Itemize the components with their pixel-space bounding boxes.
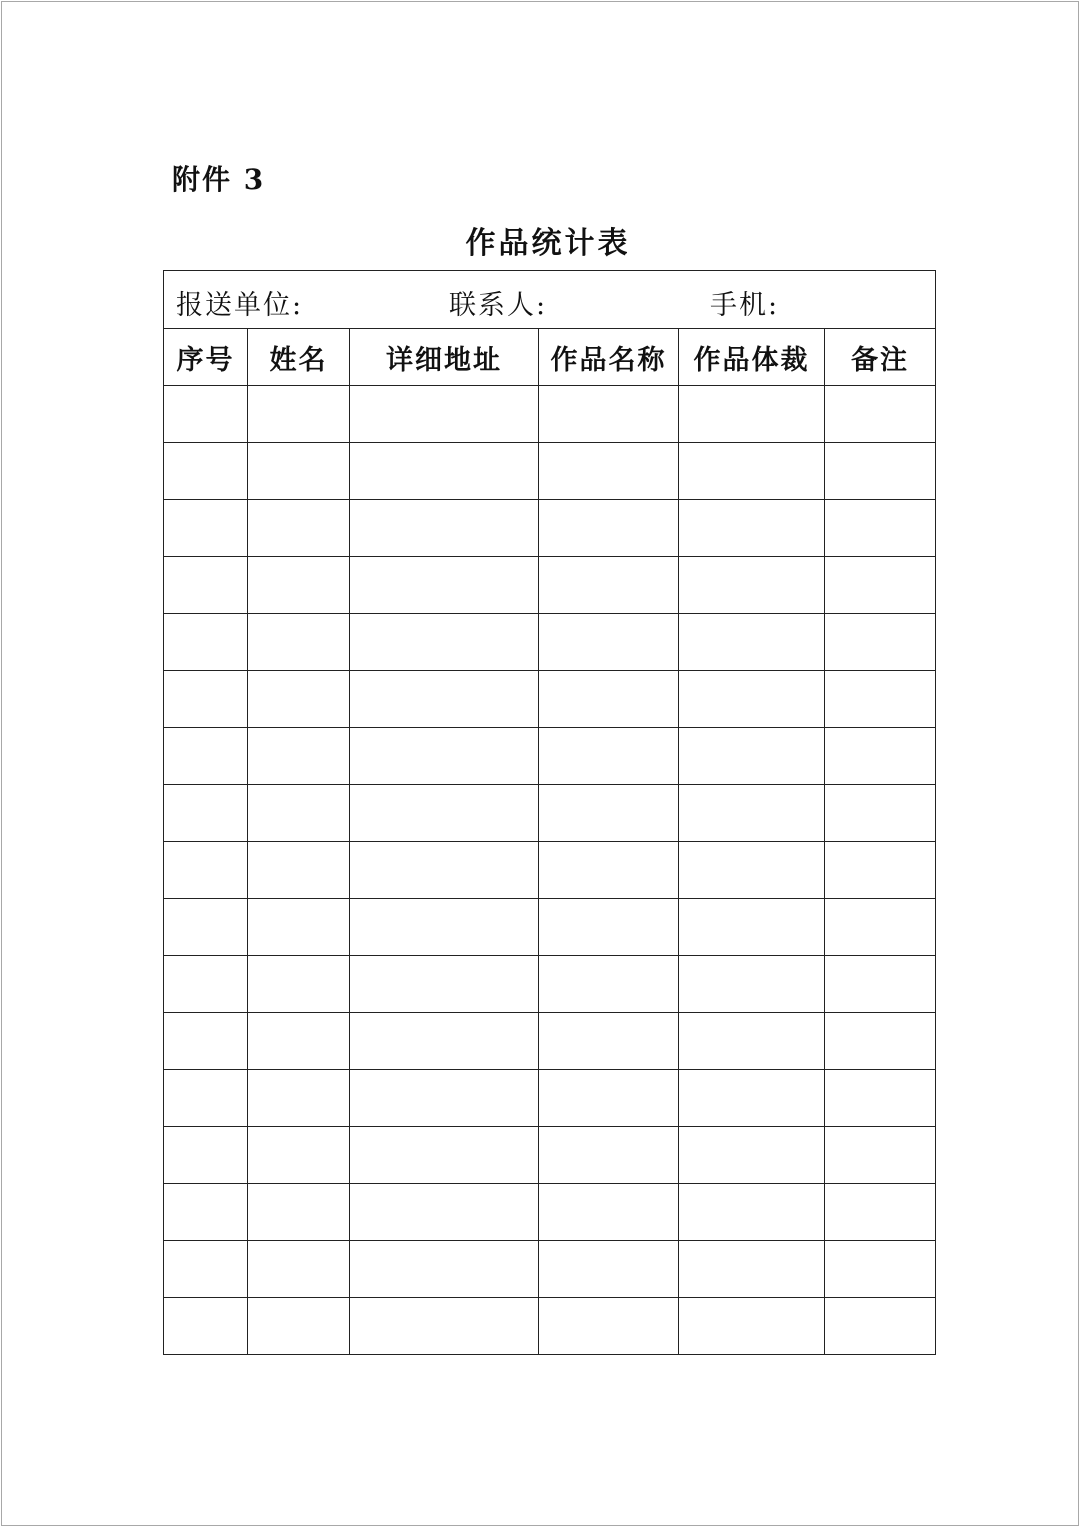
table-cell[interactable] [248,671,350,728]
table-cell[interactable] [825,1013,936,1070]
table-cell[interactable] [350,500,539,557]
name-header: 姓名 [248,329,350,386]
table-cell[interactable] [350,386,539,443]
table-cell[interactable] [539,1013,679,1070]
table-cell[interactable] [248,500,350,557]
table-cell[interactable] [679,728,825,785]
table-row [164,671,936,728]
table-cell[interactable] [679,1298,825,1355]
table-cell[interactable] [248,1070,350,1127]
table-cell[interactable] [539,500,679,557]
table-cell[interactable] [248,386,350,443]
table-cell[interactable] [825,557,936,614]
table-cell[interactable] [164,500,248,557]
work-title-header: 作品名称 [539,329,679,386]
table-cell[interactable] [350,1013,539,1070]
table-cell[interactable] [164,1184,248,1241]
table-row [164,785,936,842]
table-cell[interactable] [164,956,248,1013]
table-row [164,842,936,899]
table-cell[interactable] [679,386,825,443]
table-cell[interactable] [539,1127,679,1184]
table-cell[interactable] [248,956,350,1013]
table-cell[interactable] [539,728,679,785]
table-row [164,1127,936,1184]
address-header: 详细地址 [350,329,539,386]
table-cell[interactable] [539,1184,679,1241]
table-cell[interactable] [350,1127,539,1184]
table-cell[interactable] [350,842,539,899]
table-cell[interactable] [164,1241,248,1298]
table-cell[interactable] [350,614,539,671]
table-cell[interactable] [825,443,936,500]
table-cell[interactable] [164,899,248,956]
table-cell[interactable] [539,1241,679,1298]
table-cell[interactable] [679,1241,825,1298]
table-cell[interactable] [679,785,825,842]
table-cell[interactable] [825,1070,936,1127]
table-cell[interactable] [825,899,936,956]
table-cell[interactable] [248,614,350,671]
table-cell[interactable] [164,842,248,899]
work-genre-header: 作品体裁 [679,329,825,386]
table-cell[interactable] [350,1184,539,1241]
table-cell[interactable] [539,443,679,500]
table-cell[interactable] [679,842,825,899]
info-cell [164,271,936,329]
table-row [164,1013,936,1070]
table-cell[interactable] [164,728,248,785]
table-cell[interactable] [164,1127,248,1184]
table-cell[interactable] [350,956,539,1013]
table-row [164,1241,936,1298]
table-cell[interactable] [248,1298,350,1355]
table-cell[interactable] [679,443,825,500]
table-row [164,1184,936,1241]
contact-person-label: 联系人: [449,290,548,321]
table-cell[interactable] [164,671,248,728]
table-cell[interactable] [539,557,679,614]
table-cell[interactable] [825,956,936,1013]
mobile-phone-label: 手机: [710,290,780,321]
table-cell[interactable] [539,1070,679,1127]
table-cell[interactable] [825,1298,936,1355]
table-row [164,1298,936,1355]
table-cell[interactable] [248,557,350,614]
header-row [164,329,936,386]
table-cell[interactable] [248,443,350,500]
table-cell[interactable] [825,728,936,785]
table-cell[interactable] [164,557,248,614]
table-cell[interactable] [679,1127,825,1184]
table-cell[interactable] [164,614,248,671]
table-cell[interactable] [679,557,825,614]
table-row [164,557,936,614]
table-cell[interactable] [164,443,248,500]
table-cell[interactable] [679,671,825,728]
table-cell[interactable] [248,1013,350,1070]
table-cell[interactable] [679,614,825,671]
table-cell[interactable] [679,956,825,1013]
submitting-unit-label: 报送单位: [176,290,304,321]
table-row [164,443,936,500]
table-cell[interactable] [350,1070,539,1127]
table-cell[interactable] [350,785,539,842]
table-cell[interactable] [825,386,936,443]
table-cell[interactable] [248,728,350,785]
table-cell[interactable] [350,1241,539,1298]
table-row [164,614,936,671]
table-row [164,500,936,557]
table-cell[interactable] [679,500,825,557]
document-title: 作品统计表 [465,226,631,261]
table-cell[interactable] [248,1241,350,1298]
table-row [164,956,936,1013]
statistics-table [163,270,936,1355]
table-cell[interactable] [164,1298,248,1355]
table-cell[interactable] [539,614,679,671]
table-cell[interactable] [248,842,350,899]
table-cell[interactable] [825,1241,936,1298]
table-row [164,728,936,785]
table-cell[interactable] [539,956,679,1013]
table-cell[interactable] [825,671,936,728]
table-cell[interactable] [539,785,679,842]
table-cell[interactable] [679,899,825,956]
table-cell[interactable] [539,899,679,956]
table-cell[interactable] [350,557,539,614]
table-cell[interactable] [164,1070,248,1127]
remarks-header: 备注 [825,329,936,386]
table-cell[interactable] [248,1127,350,1184]
table-cell[interactable] [350,1298,539,1355]
table-row [164,1070,936,1127]
table-cell[interactable] [350,443,539,500]
info-row [164,271,936,329]
table-cell[interactable] [539,1298,679,1355]
table-cell[interactable] [679,1184,825,1241]
table-cell[interactable] [164,785,248,842]
attachment-label: 附件 3 [172,163,266,196]
table-row [164,899,936,956]
table-cell[interactable] [825,1127,936,1184]
table-cell[interactable] [539,842,679,899]
table-row [164,386,936,443]
table-cell[interactable] [825,842,936,899]
table-cell[interactable] [248,785,350,842]
table-cell[interactable] [825,1184,936,1241]
table-cell[interactable] [825,785,936,842]
table-cell[interactable] [164,1013,248,1070]
serial-number-header: 序号 [164,329,248,386]
table-cell[interactable] [350,899,539,956]
table-cell[interactable] [679,1070,825,1127]
table-cell[interactable] [679,1013,825,1070]
table-cell[interactable] [539,386,679,443]
table-cell[interactable] [248,899,350,956]
table-cell[interactable] [350,728,539,785]
table-cell[interactable] [825,500,936,557]
table-cell[interactable] [825,614,936,671]
table-cell[interactable] [164,386,248,443]
table-cell[interactable] [539,671,679,728]
table-cell[interactable] [350,671,539,728]
table-cell[interactable] [248,1184,350,1241]
